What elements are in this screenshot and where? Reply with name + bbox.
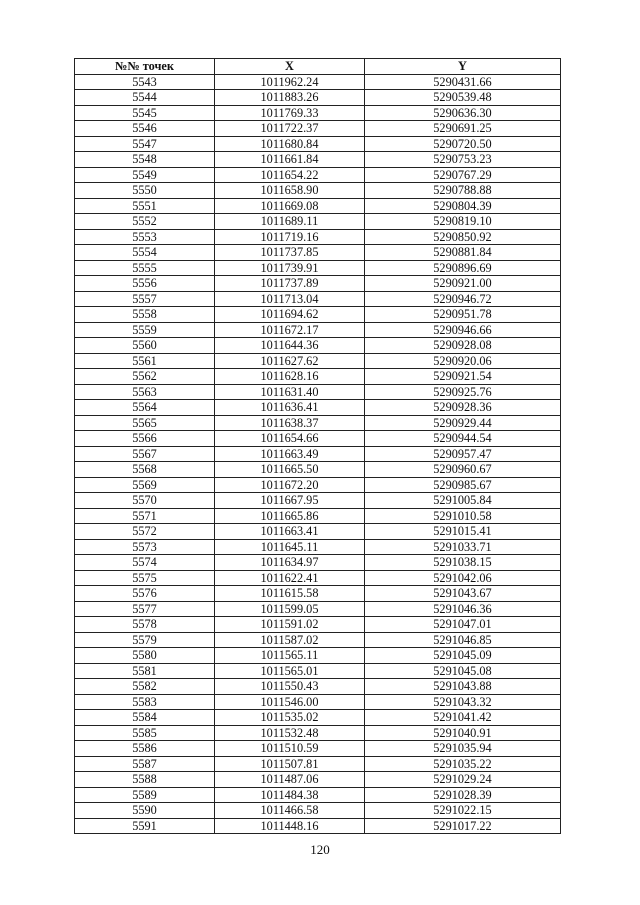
table-row <box>75 508 561 524</box>
table-row <box>75 245 561 261</box>
cell-y: 5291028.39 <box>365 787 561 803</box>
table-row <box>75 152 561 168</box>
table-row <box>75 384 561 400</box>
cell-y: 5291033.71 <box>365 539 561 555</box>
cell-point-number: 5568 <box>75 462 215 478</box>
cell-point-number: 5543 <box>75 74 215 90</box>
cell-point-number: 5583 <box>75 694 215 710</box>
cell-x: 1011669.08 <box>215 198 365 214</box>
table-row <box>75 679 561 695</box>
column-header-x: X <box>215 59 365 75</box>
cell-x: 1011665.86 <box>215 508 365 524</box>
table-row <box>75 539 561 555</box>
cell-point-number: 5546 <box>75 121 215 137</box>
cell-y: 5291043.88 <box>365 679 561 695</box>
cell-y: 5291046.85 <box>365 632 561 648</box>
cell-point-number: 5561 <box>75 353 215 369</box>
table-row <box>75 787 561 803</box>
cell-point-number: 5591 <box>75 818 215 834</box>
cell-x: 1011627.62 <box>215 353 365 369</box>
cell-y: 5290850.92 <box>365 229 561 245</box>
cell-y: 5291017.22 <box>365 818 561 834</box>
cell-y: 5291045.08 <box>365 663 561 679</box>
table-row <box>75 105 561 121</box>
cell-y: 5290925.76 <box>365 384 561 400</box>
cell-x: 1011672.17 <box>215 322 365 338</box>
cell-point-number: 5571 <box>75 508 215 524</box>
cell-x: 1011638.37 <box>215 415 365 431</box>
cell-y: 5290944.54 <box>365 431 561 447</box>
cell-point-number: 5588 <box>75 772 215 788</box>
table-row <box>75 663 561 679</box>
coordinates-table <box>74 58 561 834</box>
cell-y: 5290819.10 <box>365 214 561 230</box>
table-row <box>75 400 561 416</box>
cell-y: 5290928.08 <box>365 338 561 354</box>
cell-y: 5290881.84 <box>365 245 561 261</box>
cell-y: 5291029.24 <box>365 772 561 788</box>
cell-point-number: 5570 <box>75 493 215 509</box>
cell-x: 1011769.33 <box>215 105 365 121</box>
cell-x: 1011962.24 <box>215 74 365 90</box>
cell-y: 5290804.39 <box>365 198 561 214</box>
cell-point-number: 5589 <box>75 787 215 803</box>
table-row <box>75 756 561 772</box>
table-body <box>75 74 561 834</box>
cell-x: 1011883.26 <box>215 90 365 106</box>
cell-point-number: 5554 <box>75 245 215 261</box>
cell-point-number: 5548 <box>75 152 215 168</box>
cell-x: 1011680.84 <box>215 136 365 152</box>
cell-point-number: 5586 <box>75 741 215 757</box>
table-row <box>75 586 561 602</box>
cell-x: 1011631.40 <box>215 384 365 400</box>
cell-y: 5290636.30 <box>365 105 561 121</box>
cell-point-number: 5567 <box>75 446 215 462</box>
table-row <box>75 803 561 819</box>
table-row <box>75 260 561 276</box>
cell-y: 5290691.25 <box>365 121 561 137</box>
cell-point-number: 5574 <box>75 555 215 571</box>
table-row <box>75 524 561 540</box>
cell-y: 5290957.47 <box>365 446 561 462</box>
table-row <box>75 229 561 245</box>
cell-y: 5290946.72 <box>365 291 561 307</box>
cell-y: 5291005.84 <box>365 493 561 509</box>
cell-y: 5290896.69 <box>365 260 561 276</box>
cell-point-number: 5557 <box>75 291 215 307</box>
table-row <box>75 338 561 354</box>
column-header-y: Y <box>365 59 561 75</box>
cell-y: 5291022.15 <box>365 803 561 819</box>
table-row <box>75 694 561 710</box>
table-row <box>75 772 561 788</box>
cell-point-number: 5572 <box>75 524 215 540</box>
cell-point-number: 5566 <box>75 431 215 447</box>
table-row <box>75 307 561 323</box>
cell-x: 1011535.02 <box>215 710 365 726</box>
table-row <box>75 90 561 106</box>
cell-point-number: 5552 <box>75 214 215 230</box>
cell-x: 1011587.02 <box>215 632 365 648</box>
cell-x: 1011663.41 <box>215 524 365 540</box>
cell-x: 1011622.41 <box>215 570 365 586</box>
table-row <box>75 353 561 369</box>
cell-y: 5291015.41 <box>365 524 561 540</box>
table-row <box>75 632 561 648</box>
table-row <box>75 322 561 338</box>
cell-point-number: 5585 <box>75 725 215 741</box>
cell-x: 1011672.20 <box>215 477 365 493</box>
table-row <box>75 136 561 152</box>
cell-y: 5290929.44 <box>365 415 561 431</box>
page-number: 120 <box>310 842 330 857</box>
cell-point-number: 5556 <box>75 276 215 292</box>
cell-point-number: 5590 <box>75 803 215 819</box>
cell-y: 5290928.36 <box>365 400 561 416</box>
cell-y: 5291035.94 <box>365 741 561 757</box>
cell-point-number: 5576 <box>75 586 215 602</box>
table-row <box>75 121 561 137</box>
table-row <box>75 725 561 741</box>
table-header-row <box>75 59 561 75</box>
cell-y: 5291038.15 <box>365 555 561 571</box>
cell-x: 1011654.66 <box>215 431 365 447</box>
cell-y: 5290753.23 <box>365 152 561 168</box>
cell-x: 1011550.43 <box>215 679 365 695</box>
cell-x: 1011448.16 <box>215 818 365 834</box>
cell-y: 5290960.67 <box>365 462 561 478</box>
cell-point-number: 5564 <box>75 400 215 416</box>
cell-x: 1011636.41 <box>215 400 365 416</box>
cell-point-number: 5577 <box>75 601 215 617</box>
cell-y: 5291043.67 <box>365 586 561 602</box>
cell-x: 1011510.59 <box>215 741 365 757</box>
cell-y: 5291040.91 <box>365 725 561 741</box>
cell-x: 1011737.89 <box>215 276 365 292</box>
cell-x: 1011599.05 <box>215 601 365 617</box>
cell-point-number: 5560 <box>75 338 215 354</box>
cell-x: 1011737.85 <box>215 245 365 261</box>
table-row <box>75 214 561 230</box>
cell-x: 1011663.49 <box>215 446 365 462</box>
cell-x: 1011713.04 <box>215 291 365 307</box>
cell-point-number: 5547 <box>75 136 215 152</box>
cell-y: 5291047.01 <box>365 617 561 633</box>
cell-point-number: 5545 <box>75 105 215 121</box>
cell-x: 1011667.95 <box>215 493 365 509</box>
cell-point-number: 5562 <box>75 369 215 385</box>
cell-y: 5291010.58 <box>365 508 561 524</box>
cell-point-number: 5563 <box>75 384 215 400</box>
cell-y: 5290767.29 <box>365 167 561 183</box>
cell-x: 1011634.97 <box>215 555 365 571</box>
cell-x: 1011665.50 <box>215 462 365 478</box>
cell-point-number: 5580 <box>75 648 215 664</box>
cell-x: 1011658.90 <box>215 183 365 199</box>
cell-point-number: 5551 <box>75 198 215 214</box>
column-header-point-number: №№ точек <box>75 59 215 75</box>
cell-x: 1011628.16 <box>215 369 365 385</box>
cell-y: 5290921.54 <box>365 369 561 385</box>
table-row <box>75 291 561 307</box>
table-row <box>75 818 561 834</box>
table-row <box>75 570 561 586</box>
cell-point-number: 5555 <box>75 260 215 276</box>
cell-y: 5291046.36 <box>365 601 561 617</box>
table-row <box>75 617 561 633</box>
cell-point-number: 5558 <box>75 307 215 323</box>
cell-x: 1011484.38 <box>215 787 365 803</box>
cell-x: 1011615.58 <box>215 586 365 602</box>
cell-y: 5291043.32 <box>365 694 561 710</box>
cell-y: 5290720.50 <box>365 136 561 152</box>
cell-x: 1011739.91 <box>215 260 365 276</box>
cell-y: 5290946.66 <box>365 322 561 338</box>
table-row <box>75 198 561 214</box>
cell-point-number: 5559 <box>75 322 215 338</box>
cell-x: 1011591.02 <box>215 617 365 633</box>
table-row <box>75 741 561 757</box>
cell-x: 1011466.58 <box>215 803 365 819</box>
table-row <box>75 710 561 726</box>
table-row <box>75 446 561 462</box>
cell-point-number: 5569 <box>75 477 215 493</box>
table-row <box>75 477 561 493</box>
cell-y: 5291035.22 <box>365 756 561 772</box>
cell-y: 5290539.48 <box>365 90 561 106</box>
cell-x: 1011654.22 <box>215 167 365 183</box>
cell-x: 1011565.01 <box>215 663 365 679</box>
cell-point-number: 5587 <box>75 756 215 772</box>
cell-y: 5290951.78 <box>365 307 561 323</box>
cell-x: 1011719.16 <box>215 229 365 245</box>
cell-y: 5290920.06 <box>365 353 561 369</box>
cell-y: 5291041.42 <box>365 710 561 726</box>
cell-point-number: 5579 <box>75 632 215 648</box>
table-row <box>75 369 561 385</box>
cell-x: 1011487.06 <box>215 772 365 788</box>
cell-x: 1011532.48 <box>215 725 365 741</box>
table-row <box>75 276 561 292</box>
cell-point-number: 5581 <box>75 663 215 679</box>
cell-x: 1011694.62 <box>215 307 365 323</box>
cell-point-number: 5549 <box>75 167 215 183</box>
table-row <box>75 648 561 664</box>
cell-y: 5290985.67 <box>365 477 561 493</box>
table-row <box>75 493 561 509</box>
cell-y: 5291042.06 <box>365 570 561 586</box>
cell-y: 5290788.88 <box>365 183 561 199</box>
cell-x: 1011661.84 <box>215 152 365 168</box>
cell-point-number: 5578 <box>75 617 215 633</box>
cell-x: 1011644.36 <box>215 338 365 354</box>
table-row <box>75 167 561 183</box>
cell-x: 1011546.00 <box>215 694 365 710</box>
table-row <box>75 601 561 617</box>
table-row <box>75 74 561 90</box>
cell-x: 1011565.11 <box>215 648 365 664</box>
cell-x: 1011507.81 <box>215 756 365 772</box>
table-row <box>75 415 561 431</box>
cell-point-number: 5550 <box>75 183 215 199</box>
cell-x: 1011645.11 <box>215 539 365 555</box>
cell-y: 5290921.00 <box>365 276 561 292</box>
cell-x: 1011722.37 <box>215 121 365 137</box>
table-row <box>75 183 561 199</box>
cell-point-number: 5573 <box>75 539 215 555</box>
cell-x: 1011689.11 <box>215 214 365 230</box>
cell-y: 5290431.66 <box>365 74 561 90</box>
cell-point-number: 5582 <box>75 679 215 695</box>
cell-point-number: 5544 <box>75 90 215 106</box>
cell-point-number: 5565 <box>75 415 215 431</box>
cell-point-number: 5584 <box>75 710 215 726</box>
cell-point-number: 5553 <box>75 229 215 245</box>
table-row <box>75 462 561 478</box>
cell-y: 5291045.09 <box>365 648 561 664</box>
table-row <box>75 555 561 571</box>
cell-point-number: 5575 <box>75 570 215 586</box>
table-row <box>75 431 561 447</box>
